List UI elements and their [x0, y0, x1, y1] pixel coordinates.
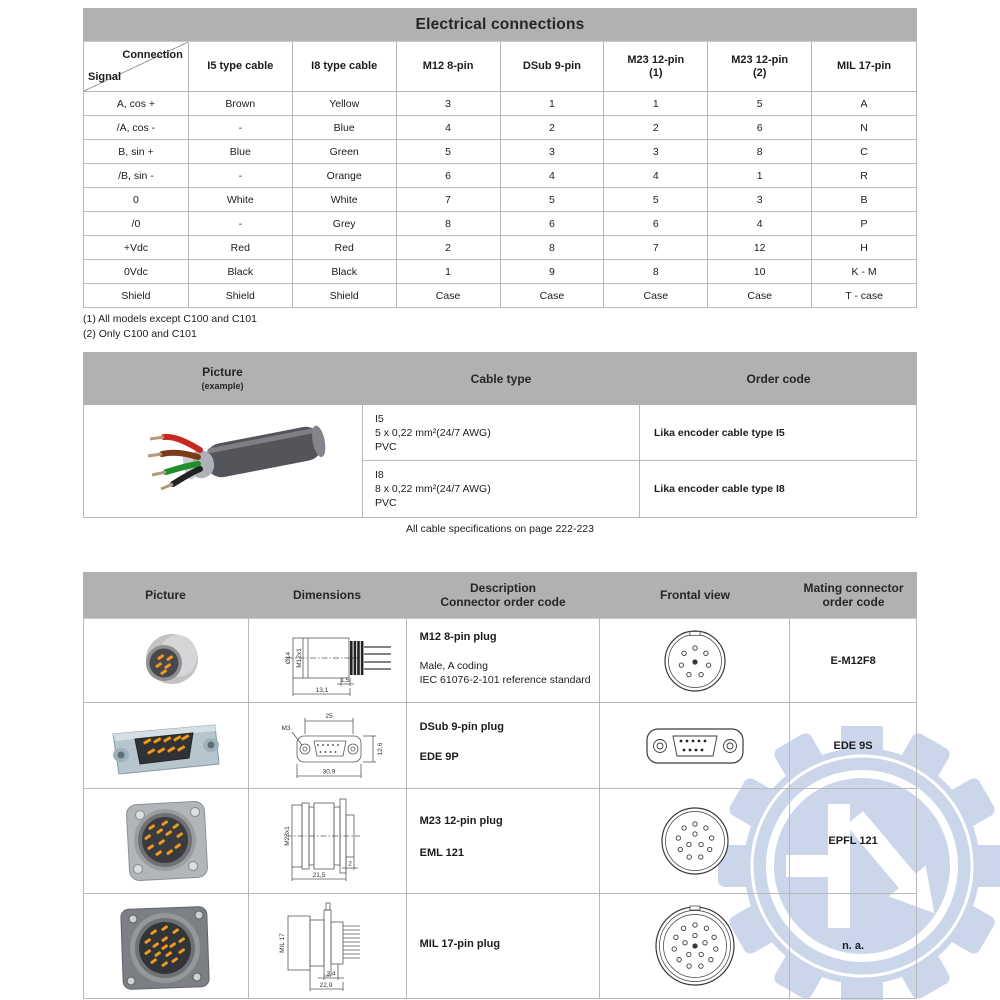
svg-text:1,5: 1,5	[340, 676, 350, 684]
mil-dimension-cell	[249, 894, 407, 999]
value-cell: 10	[708, 260, 812, 284]
m23-description-cell	[407, 789, 601, 894]
value-cell: Black	[189, 260, 293, 284]
value-cell: 2	[397, 236, 501, 260]
cable-picture-cell	[84, 405, 362, 517]
footnotes	[83, 312, 257, 342]
value-cell: Case	[501, 284, 605, 308]
value-cell: 6	[397, 164, 501, 188]
cable-row-i5	[362, 405, 916, 461]
connection-table-header	[83, 41, 917, 92]
mil-mating-code: n. a.	[790, 894, 917, 999]
value-cell: Blue	[293, 116, 397, 140]
table-row	[84, 188, 917, 212]
table-row	[84, 92, 917, 116]
connector-row-m23	[84, 789, 917, 894]
svg-text:22,9: 22,9	[319, 982, 333, 989]
signal-cell: B, sin +	[84, 140, 189, 164]
dsub-frontal-view	[643, 723, 747, 769]
mil-frontal-view	[652, 903, 738, 989]
signal-cell: A, cos +	[84, 92, 189, 116]
value-cell: -	[189, 212, 293, 236]
footnote-1: (1) All models except C100 and C101	[83, 313, 257, 325]
value-cell: H	[812, 236, 917, 260]
table-row	[84, 116, 917, 140]
cable-col-picture: Picture (example)	[201, 364, 244, 391]
m12-dimension-cell	[249, 619, 407, 703]
signal-cell: Shield	[84, 284, 189, 308]
value-cell: Case	[397, 284, 501, 308]
corner-label-connection: Connection	[122, 49, 183, 61]
value-cell: 1	[397, 260, 501, 284]
connector-table-body	[83, 618, 917, 999]
table-row	[84, 212, 917, 236]
value-cell: Red	[293, 236, 397, 260]
connector-order-code: EDE 9P	[419, 751, 459, 763]
col-header-i5: I5 type cable	[189, 42, 293, 92]
m23-frontal-view	[657, 803, 733, 879]
value-cell: P	[812, 212, 917, 236]
col-header-m12: M12 8-pin	[397, 42, 501, 92]
footnote-2: (2) Only C100 and C101	[83, 328, 197, 340]
svg-text:M23x1: M23x1	[284, 826, 292, 846]
col-header-m23-1: M23 12-pin (1)	[604, 42, 708, 92]
table-row	[84, 284, 917, 308]
cable-type-cell: I8 8 x 0,22 mm²(24/7 AWG) PVC	[362, 461, 640, 517]
value-cell: T - case	[812, 284, 917, 308]
value-cell: 8	[604, 260, 708, 284]
table-row	[84, 236, 917, 260]
value-cell: 7	[604, 236, 708, 260]
dsub-description-cell	[407, 703, 601, 789]
m23-photo-cell	[84, 789, 249, 894]
value-cell: 9	[501, 260, 605, 284]
cable-row-i8	[362, 461, 916, 517]
connection-table-body	[83, 92, 917, 308]
m23-frontal-cell	[600, 789, 790, 894]
m12-photo	[127, 630, 205, 692]
svg-text:21,5: 21,5	[312, 872, 326, 879]
m23-photo	[112, 795, 220, 887]
value-cell: 3	[501, 140, 605, 164]
m12-description-cell	[407, 619, 601, 703]
value-cell: 1	[501, 92, 605, 116]
mil-photo	[110, 898, 222, 994]
value-cell: White	[293, 188, 397, 212]
signal-cell: /0	[84, 212, 189, 236]
signal-cell: /A, cos -	[84, 116, 189, 140]
mil-dimension-drawing	[252, 896, 402, 996]
value-cell: -	[189, 164, 293, 188]
svg-text:3,4: 3,4	[326, 970, 336, 978]
conn-col-frontal: Frontal view	[659, 588, 730, 602]
cable-col-order: Order code	[746, 371, 811, 386]
signal-cell: +Vdc	[84, 236, 189, 260]
value-cell: 6	[501, 212, 605, 236]
value-cell: Orange	[293, 164, 397, 188]
connector-title: M23 12-pin plug	[419, 815, 503, 827]
value-cell: Shield	[189, 284, 293, 308]
value-cell: Case	[604, 284, 708, 308]
cable-table-header	[83, 352, 917, 405]
value-cell: Green	[293, 140, 397, 164]
corner-cell	[84, 42, 189, 92]
connector-line: IEC 61076-2-101 reference standard	[419, 674, 591, 686]
value-cell: Red	[189, 236, 293, 260]
connector-table-header	[83, 572, 917, 618]
value-cell: 4	[397, 116, 501, 140]
table-row	[84, 260, 917, 284]
value-cell: 7	[397, 188, 501, 212]
col-header-dsub: DSub 9-pin	[501, 42, 605, 92]
value-cell: 3	[397, 92, 501, 116]
value-cell: B	[812, 188, 917, 212]
col-header-m23-2: M23 12-pin (2)	[708, 42, 812, 92]
signal-cell: /B, sin -	[84, 164, 189, 188]
svg-text:2: 2	[348, 860, 353, 868]
m12-frontal-cell	[600, 619, 790, 703]
cable-table-body	[83, 405, 917, 518]
svg-text:M12x1: M12x1	[296, 647, 304, 668]
value-cell: White	[189, 188, 293, 212]
value-cell: Case	[708, 284, 812, 308]
value-cell: 3	[604, 140, 708, 164]
connector-row-dsub	[84, 703, 917, 789]
value-cell: Shield	[293, 284, 397, 308]
value-cell: 8	[501, 236, 605, 260]
cable-col-type: Cable type	[470, 371, 532, 386]
conn-col-picture: Picture	[145, 588, 186, 602]
value-cell: Blue	[189, 140, 293, 164]
svg-text:12,6: 12,6	[377, 742, 385, 755]
dsub-frontal-cell	[600, 703, 790, 789]
value-cell: 6	[604, 212, 708, 236]
signal-cell: 0Vdc	[84, 260, 189, 284]
cable-rows	[362, 405, 916, 517]
value-cell: 4	[501, 164, 605, 188]
value-cell: 3	[708, 188, 812, 212]
m12-dimension-drawing	[257, 622, 397, 700]
value-cell: 8	[708, 140, 812, 164]
m12-mating-code: E-M12F8	[790, 619, 917, 703]
table-row	[84, 164, 917, 188]
value-cell: A	[812, 92, 917, 116]
cable-type-cell: I5 5 x 0,22 mm²(24/7 AWG) PVC	[362, 405, 640, 460]
value-cell: -	[189, 116, 293, 140]
page-title: Electrical connections	[83, 8, 917, 41]
connector-line: Male, A coding	[419, 660, 488, 672]
svg-text:MIL 17: MIL 17	[279, 933, 287, 953]
value-cell: Brown	[189, 92, 293, 116]
value-cell: 6	[708, 116, 812, 140]
value-cell: 5	[708, 92, 812, 116]
m12-frontal-view	[659, 625, 731, 697]
col-header-i8: I8 type cable	[293, 42, 397, 92]
connector-title: DSub 9-pin plug	[419, 721, 504, 733]
dsub-dimension-drawing	[252, 706, 402, 786]
dsub-mating-code: EDE 9S	[790, 703, 917, 789]
value-cell: 4	[708, 212, 812, 236]
value-cell: C	[812, 140, 917, 164]
connector-order-code: EML 121	[419, 847, 465, 859]
value-cell: K - M	[812, 260, 917, 284]
corner-label-signal: Signal	[88, 71, 122, 83]
value-cell: 1	[604, 92, 708, 116]
mil-photo-cell	[84, 894, 249, 999]
value-cell: 5	[501, 188, 605, 212]
conn-col-description: Description Connector order code	[440, 581, 566, 609]
m12-photo-cell	[84, 619, 249, 703]
cable-order-cell: Lika encoder cable type I5	[654, 426, 785, 439]
cable-photo	[118, 412, 328, 510]
dsub-photo	[101, 713, 231, 779]
svg-text:Ø14: Ø14	[285, 651, 293, 664]
signal-cell: 0	[84, 188, 189, 212]
m23-dimension-cell	[249, 789, 407, 894]
datasheet-page	[83, 0, 917, 1000]
value-cell: 12	[708, 236, 812, 260]
value-cell: 8	[397, 212, 501, 236]
table-row	[84, 140, 917, 164]
cable-spec-note: All cable specifications on page 222-223	[406, 523, 594, 535]
connector-title: M12 8-pin plug	[419, 631, 497, 643]
value-cell: Yellow	[293, 92, 397, 116]
value-cell: 2	[604, 116, 708, 140]
mil-description-cell	[407, 894, 601, 999]
svg-text:13,1: 13,1	[315, 686, 329, 694]
connector-title: MIL 17-pin plug	[419, 938, 501, 950]
value-cell: 5	[604, 188, 708, 212]
col-header-mil: MIL 17-pin	[812, 42, 917, 92]
m23-mating-code: EPFL 121	[790, 789, 917, 894]
m23-dimension-drawing	[252, 793, 402, 889]
value-cell: R	[812, 164, 917, 188]
conn-col-dimensions: Dimensions	[292, 588, 361, 602]
value-cell: Grey	[293, 212, 397, 236]
svg-text:M3: M3	[281, 724, 291, 732]
value-cell: 1	[708, 164, 812, 188]
value-cell: 5	[397, 140, 501, 164]
dsub-dimension-cell	[249, 703, 407, 789]
conn-col-mating: Mating connector order code	[803, 581, 904, 609]
value-cell: 2	[501, 116, 605, 140]
value-cell: Black	[293, 260, 397, 284]
cable-order-cell: Lika encoder cable type I8	[654, 483, 785, 495]
connector-row-m12	[84, 619, 917, 703]
dsub-photo-cell	[84, 703, 249, 789]
mil-frontal-cell	[600, 894, 790, 999]
connector-row-mil	[84, 894, 917, 999]
svg-text:30,9: 30,9	[322, 768, 336, 775]
value-cell: 4	[604, 164, 708, 188]
svg-text:25: 25	[325, 712, 333, 720]
value-cell: N	[812, 116, 917, 140]
